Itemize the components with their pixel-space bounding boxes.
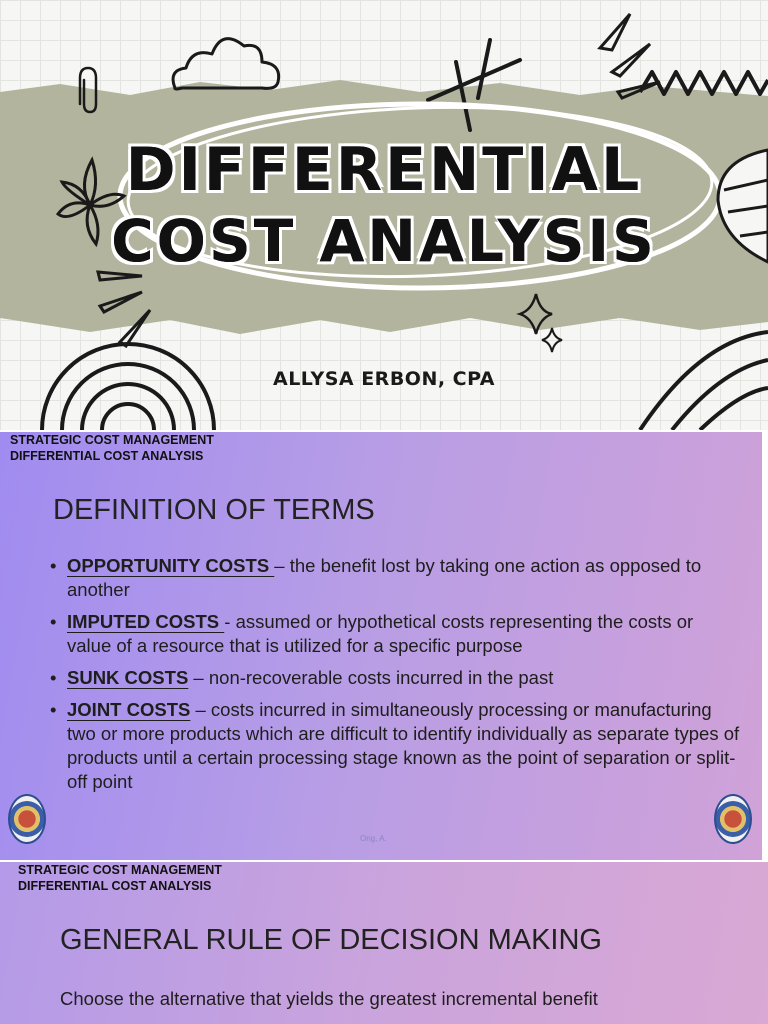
- list-item: [50, 666, 740, 690]
- header-topic: DIFFERENTIAL COST ANALYSIS: [10, 449, 204, 463]
- author-name: ALLYSA ERBON, CPA: [272, 368, 496, 390]
- list-item: [50, 698, 740, 794]
- slide-title: DEFINITION OF TERMS: [53, 494, 375, 526]
- slide-header: [10, 432, 214, 464]
- header-course: STRATEGIC COST MANAGEMENT: [10, 433, 214, 447]
- slide-title-line-1: DIFFERENTIAL: [125, 135, 643, 205]
- term-imputed-costs: IMPUTED COSTS: [67, 611, 225, 632]
- bullet-icon: •: [50, 699, 57, 720]
- list-item: [50, 554, 740, 602]
- spike-doodle-icon: [600, 14, 660, 98]
- list-item: [50, 610, 740, 658]
- term-opportunity-costs: OPPORTUNITY COSTS: [67, 555, 275, 576]
- title-slide: [0, 0, 768, 430]
- header-course: STRATEGIC COST MANAGEMENT: [18, 863, 222, 877]
- slide-footer: Ong, A.: [360, 834, 387, 843]
- sparkle-icon-small: [542, 328, 562, 352]
- seal-icon: [714, 794, 752, 844]
- definition-list: [50, 554, 740, 802]
- decision-rule-text: Choose the alternative that yields the greatest incremental benefit: [60, 988, 598, 1009]
- slide-title: GENERAL RULE OF DECISION MAKING: [60, 924, 602, 956]
- slide-header: [18, 862, 222, 894]
- definition-text: – the benefit lost by taking one action as opposed to another: [67, 555, 702, 600]
- decision-rule-slide: [0, 862, 768, 1024]
- bullet-icon: •: [50, 555, 57, 576]
- bullet-icon: •: [50, 667, 57, 688]
- seal-icon: [8, 794, 46, 844]
- cloud-icon: [173, 39, 279, 89]
- bullet-icon: •: [50, 611, 57, 632]
- definition-text: – costs incurred in simultaneously processing or manufacturing two or more products which are difficult to identify individually as separate types of products until a certain processing stage known as the point of separation or split-off point: [67, 699, 740, 792]
- definition-text: - assumed or hypothetical costs representing the costs or value of a resource that is utilized for a specific purpose: [67, 611, 694, 656]
- header-topic: DIFFERENTIAL COST ANALYSIS: [18, 879, 212, 893]
- term-joint-costs: JOINT COSTS: [67, 699, 191, 720]
- definition-text: – non-recoverable costs incurred in the past: [188, 667, 554, 688]
- term-sunk-costs: SUNK COSTS: [67, 667, 189, 688]
- slide-title-line-2: COST ANALYSIS: [111, 207, 657, 275]
- definitions-slide: [0, 432, 762, 860]
